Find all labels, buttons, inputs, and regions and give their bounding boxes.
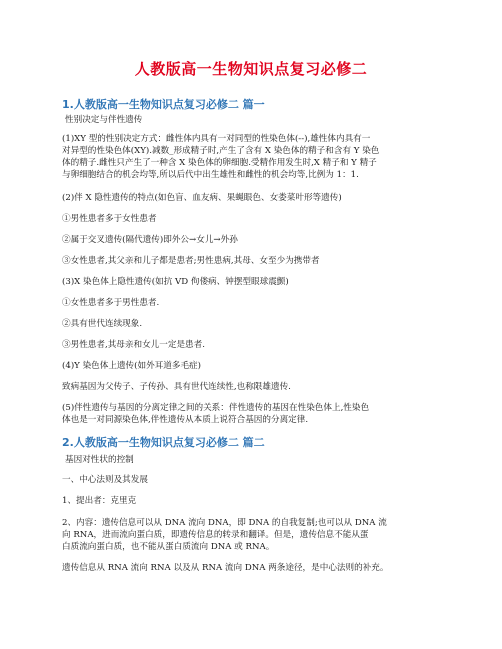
list-item: ①女性患者多于男性患者. [62,298,160,308]
section-heading-1: 1.人教版高一生物知识点复习必修二 篇一 [62,98,265,111]
paragraph-line: 体的精子.雌性只产生了一种含 X 染色体的卵细胞.受精作用发生时,X 精子和 Y 精子 [62,158,377,168]
list-item: ③女性患者,其父亲和儿子都是患者;男性患病,其母、女至少为携带者 [62,256,320,266]
paragraph-line: (3)X 染色体上隐性遗传(如抗 VD 佝偻病、钟摆型眼球震颤) [62,277,289,287]
paragraph-line: 白质流向蛋白质，也不能从蛋白质流向 DNA 或 RNA。 [62,542,275,552]
paragraph-line: 与卵细胞结合的机会均等,所以后代中出生雄性和雌性的机会均等,比例为 1：1. [62,170,359,180]
paragraph-line: (2)伴 X 隐性遗传的特点(如色盲、血友病、果蝇眼色、女娄菜叶形等遗传) [62,193,342,203]
paragraph-line: 性别决定与伴性遗传 [65,115,143,125]
document-title: 人教版高一生物知识点复习必修二 [134,60,368,78]
list-item: ①男性患者多于女性患者 [62,214,157,224]
paragraph-line: 1、提出者：克里克 [62,496,137,506]
paragraph-line: 遗传信息从 RNA 流向 RNA 以及从 RNA 流向 DNA 两条途径，是中心法则的补充。 [62,563,389,573]
list-item: ③男性患者,其母亲和女儿一定是患者. [62,340,205,350]
paragraph-line: 基因对性状的控制 [65,455,134,465]
paragraph-line: 致病基因为父传子、子传孙、具有世代连续性,也称限雄遗传. [62,382,291,392]
paragraph-line: 2、内容：遗传信息可以从 DNA 流向 DNA，即 DNA 的自我复制;也可以从 DNA 流 [62,518,387,528]
list-item: ②具有世代连续现象. [62,319,143,329]
paragraph-line: 对异型的性染色体(XY).减数_形成精子时,产生了含有 X 染色体的精子和含有 Y 染色 [62,146,380,156]
paragraph-line: 一、中心法则及其发展 [62,475,148,485]
paragraph-line: 体也是一对同源染色体,伴性遗传从本质上说符合基因的分离定律. [62,415,309,425]
paragraph-line: 向 RNA，进而流向蛋白质，即遗传信息的转录和翻译。但是，遗传信息不能从蛋 [62,530,369,540]
section-heading-2: 2.人教版高一生物知识点复习必修二 篇二 [62,436,265,449]
paragraph-line: (5)伴性遗传与基因的分离定律之间的关系：伴性遗传的基因在性染色体上,性染色 [62,403,370,413]
paragraph-line: (1)XY 型的性别决定方式：雌性体内具有一对同型的性染色体(--),雄性体内具有一 [62,134,371,144]
list-item: ②属于交叉遗传(隔代遗传)即外公→女儿→外孙 [62,235,238,245]
paragraph-line: (4)Y 染色体上遗传(如外耳道多毛症) [62,361,202,371]
